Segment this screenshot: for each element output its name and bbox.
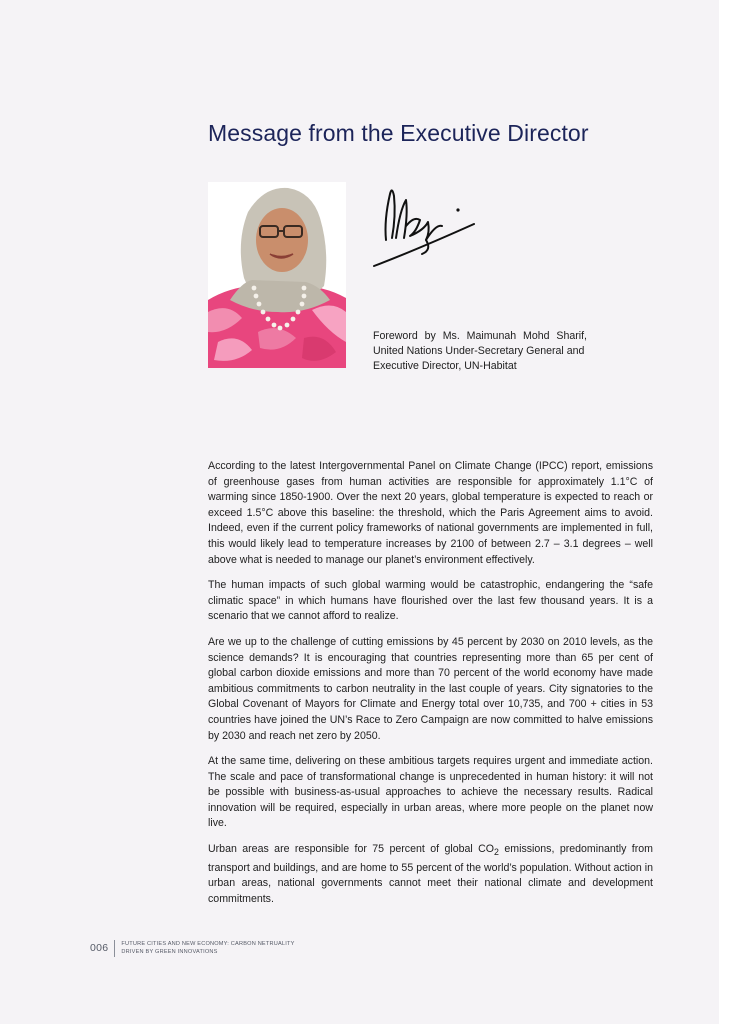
paragraph-5 [208, 842, 653, 907]
paragraph-1: According to the latest Intergovernmental Panel on Climate Change (IPCC) report, emissions of greenhouse gases from human activities are responsible for approximately 1.1°C of warming since 1850-1900. Over the next 20 years, global temperature is expected to reach or exceed 1.5°C above this baseline: the threshold, which the Paris Agreement aims to avoid. Indeed, even if the current policy frameworks of national governments are implemented in full, this would likely lead to temperature increases by 2100 of between 2.7 – 3.1 degrees – well above what is needed to manage our planet’s environment effectively. [208, 460, 653, 566]
foreword-word: Foreword [373, 330, 418, 342]
body-text [208, 459, 653, 908]
page-number: 006 [90, 942, 109, 954]
paragraph-5-end: emissions, predominantly from transport and buildings, and are home to 55 percent of the world’s population. Without action in urban areas, national governments cannot meet their national climate and development commitments. [208, 843, 653, 905]
page-footer [90, 937, 295, 959]
foreword-caption [373, 329, 587, 374]
co2-subscript: 2 [494, 847, 499, 858]
foreword-line-3: Executive Director, UN-Habitat [373, 360, 517, 372]
foreword-line-1 [373, 329, 587, 344]
paragraph-4: At the same time, delivering on these ambitious targets requires urgent and immediate action. The scale and pace of transformational change is unprecedented in human history: it will not be possible with business-as-usual approaches to achieve the necessary results. Radical innovation will be required, especially in urban areas, where more people on the planet now live. [208, 755, 653, 830]
portrait-photo [208, 182, 346, 368]
paragraph-3: Are we up to the challenge of cutting emissions by 45 percent by 2030 on 2010 levels, as the science demands? It is encouraging that countries representing more than 65 per cent of global carbon dioxide emissions and more than 70 percent of the world economy have made ambitious commitments to carbon neutrality in the last couple of years. City signatories to the Global Covenant of Mayors for Climate and Energy total over 10,735, and 700 + cities in 53 countries have joined the UN’s Race to Zero Campaign are now committed to halve emissions by 2030 and reach net zero by 2050. [208, 635, 653, 742]
footer-divider [114, 940, 115, 957]
paragraph-2: The human impacts of such global warming would be catastrophic, endangering the “safe climatic space” in which humans have flourished over the last few thousand years. It is a scenario that we cannot afford to realize. [208, 579, 653, 623]
running-title-line-2: DRIVEN BY GREEN INNOVATIONS [121, 949, 218, 955]
page-edge [719, 0, 730, 1024]
running-title [121, 940, 294, 956]
paragraph-5-start: Urban areas are responsible for 75 percent of global CO [208, 843, 495, 856]
foreword-word: Maimunah [466, 330, 517, 342]
running-title-line-1: FUTURE CITIES AND NEW ECONOMY: CARBON NETRUALITY [121, 941, 295, 947]
foreword-line-2: United Nations Under-Secretary General and [373, 345, 585, 357]
page-title: Message from the Executive Director [208, 120, 589, 146]
foreword-word: Mohd [523, 330, 550, 342]
foreword-word: Sharif, [556, 330, 587, 342]
foreword-word: Ms. [442, 330, 460, 342]
signature [366, 180, 484, 272]
foreword-word: by [424, 330, 436, 342]
